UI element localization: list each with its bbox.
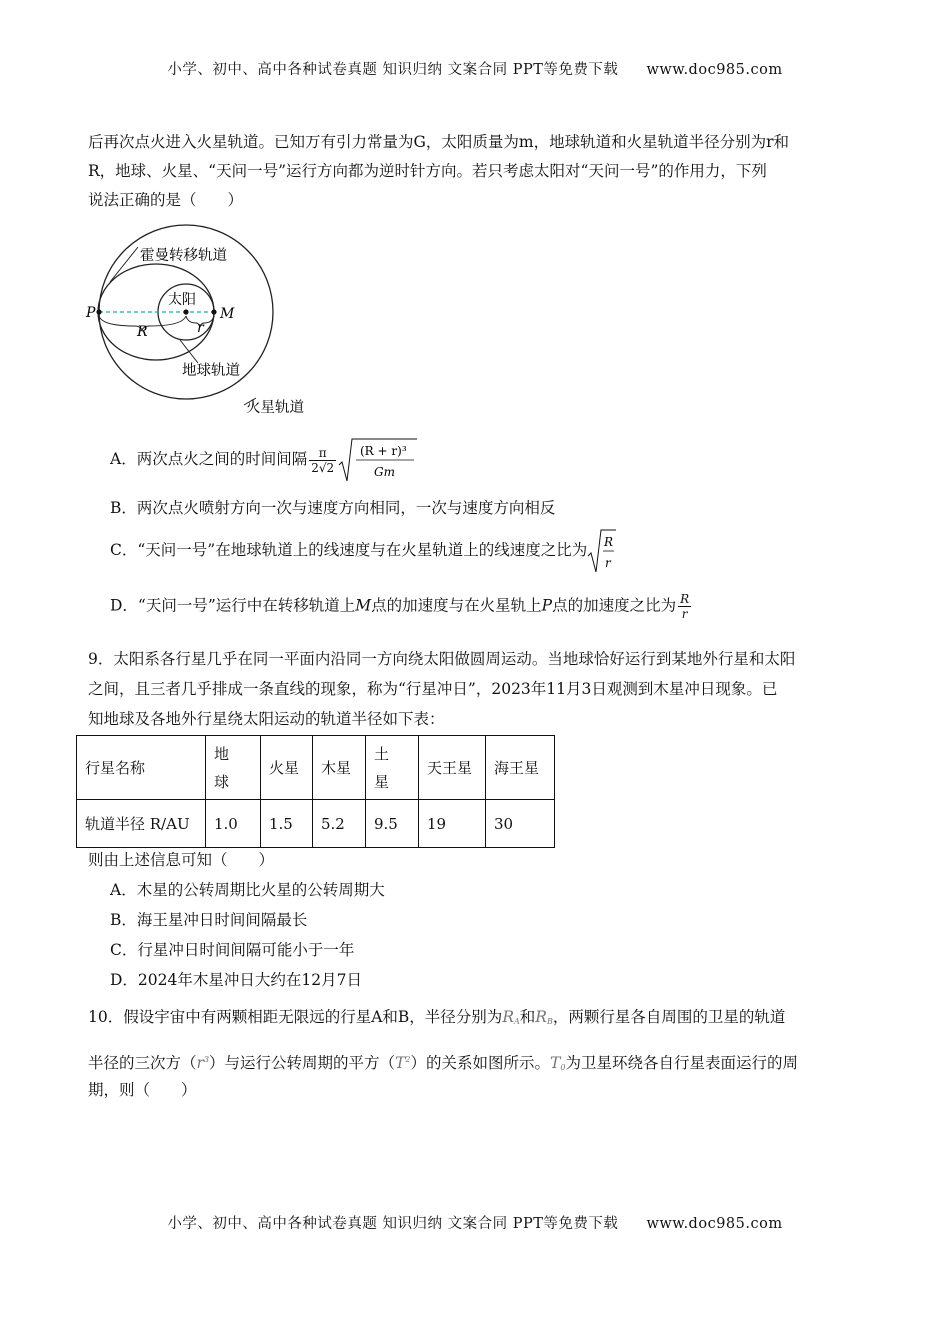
table-row — [77, 800, 555, 848]
orbit-radius-table — [76, 735, 555, 848]
table-cell: 1.5 — [261, 800, 313, 848]
table-cell: 木星 — [313, 736, 366, 800]
label-r: r — [197, 320, 204, 336]
orbit-diagram — [80, 222, 330, 422]
table-cell: 行星名称 — [77, 736, 206, 800]
q9-option-A[interactable]: A．木星的公转周期比火星的公转周期大 — [110, 881, 385, 899]
q10-text-f: ）的关系如图所示。 — [410, 1054, 550, 1072]
label-sun: 太阳 — [168, 292, 196, 308]
table-cell: 5.2 — [313, 800, 366, 848]
table-cell: 30 — [486, 800, 555, 848]
q8-C-den: r — [605, 556, 611, 570]
q8-D-frac — [678, 592, 691, 621]
q8-A-text: A．两次点火之间的时间间隔 — [110, 450, 308, 468]
q9-option-C[interactable]: C．行星冲日时间间隔可能小于一年 — [110, 941, 355, 959]
q8-line2: R，地球、火星、“天问一号”运行方向都为逆时针方向。若只考虑太阳对“天问一号”的作用力，下列 — [88, 162, 767, 180]
q9-line1: 9．太阳系各行星几乎在同一平面内沿同一方向绕太阳做圆周运动。当地球恰好运行到某地外行星和太阳 — [88, 650, 796, 668]
table-cell: 地 球 — [206, 736, 261, 800]
label-P: P — [86, 305, 96, 321]
table-cell: 土 星 — [366, 736, 419, 800]
table-cell: 1.0 — [206, 800, 261, 848]
q8-line3: 说法正确的是（ ） — [88, 191, 244, 209]
q10-r3: $r^3$ — [196, 1054, 210, 1072]
q10-T0: $T_0$ — [550, 1054, 566, 1072]
label-mars-orbit: 火星轨道 — [246, 400, 304, 416]
footer-text: 小学、初中、高中各种试卷真题 知识归纳 文案合同 PPT等免费下载 — [167, 1216, 619, 1232]
q8-option-A[interactable] — [110, 437, 418, 483]
page-footer — [0, 1212, 950, 1233]
header-text: 小学、初中、高中各种试卷真题 知识归纳 文案合同 PPT等免费下载 — [167, 62, 619, 78]
q8-A-radical — [338, 437, 418, 483]
q9-option-B[interactable]: B．海王星冲日时间间隔最长 — [110, 911, 308, 929]
label-R: R — [137, 324, 148, 340]
q8-A-frac — [309, 446, 336, 475]
q8-D-M: M — [355, 596, 372, 615]
q8-option-D[interactable] — [110, 592, 693, 621]
label-M: M — [220, 306, 235, 322]
q10-text-g: 为卫星环绕各自行星表面运行的周 — [565, 1054, 798, 1072]
table-cell: 19 — [419, 800, 486, 848]
q9-line2: 之间，且三者几乎排成一条直线的现象，称为“行星冲日”，2023年11月3日观测到木星冲日现象。已 — [88, 680, 778, 698]
q10-RB: $R_B$ — [535, 1008, 553, 1026]
page-header — [0, 58, 950, 79]
q10-text-a: 10．假设宇宙中有两颗相距无限远的行星A和B，半径分别为 — [88, 1008, 503, 1026]
q8-A-rad-den: Gm — [374, 465, 396, 479]
table-cell: 火星 — [261, 736, 313, 800]
table-cell: 9.5 — [366, 800, 419, 848]
point-M — [211, 309, 216, 314]
q8-C-num: R — [604, 535, 614, 549]
q8-D-P: P — [541, 596, 553, 615]
q8-option-C[interactable] — [110, 528, 617, 574]
table-cell: 天王星 — [419, 736, 486, 800]
header-url[interactable]: www.doc985.com — [646, 62, 783, 78]
q8-A-num: π — [309, 446, 336, 461]
label-hohmann: 霍曼转移轨道 — [140, 248, 227, 264]
q8-D-num: R — [680, 592, 690, 606]
q8-C-text: C．“天问一号”在地球轨道上的线速度与在火星轨道上的线速度之比为 — [110, 541, 588, 559]
table-row — [77, 736, 555, 800]
q10-T2: $T^2$ — [395, 1054, 411, 1072]
q8-C-radical — [587, 528, 617, 574]
q10-line1 — [88, 1003, 888, 1036]
q8-D-den: r — [681, 607, 688, 621]
q10-text-e: ）与运行公转周期的平方（ — [209, 1054, 396, 1072]
q10-RA: $R_A$ — [502, 1008, 520, 1026]
q8-D-text2: 点的加速度与在火星轨上 — [371, 596, 542, 615]
label-earth-orbit: 地球轨道 — [182, 363, 240, 379]
q8-option-B[interactable]: B．两次点火喷射方向一次与速度方向相同，一次与速度方向相反 — [110, 499, 556, 517]
q8-D-text3: 点的加速度之比为 — [552, 596, 677, 615]
point-P — [96, 309, 101, 314]
q9-option-D[interactable]: D．2024年木星冲日大约在12月7日 — [110, 971, 362, 989]
q10-text-c: ，两颗行星各自周围的卫星的轨道 — [552, 1008, 786, 1026]
q9-line3: 知地球及各地外行星绕太阳运动的轨道半径如下表： — [88, 710, 445, 728]
table-cell: 海王星 — [486, 736, 555, 800]
q10-line3: 期，则（ ） — [88, 1081, 197, 1099]
q9-stem: 则由上述信息可知（ ） — [88, 851, 275, 869]
q8-A-den: 2√2 — [311, 460, 335, 475]
footer-url[interactable]: www.doc985.com — [646, 1216, 783, 1232]
sun-dot — [183, 309, 188, 314]
q8-line1: 后再次点火进入火星轨道。已知万有引力常量为G，太阳质量为m，地球轨道和火星轨道半径分别为r和 — [88, 133, 789, 151]
q10-text-b: 和 — [519, 1008, 536, 1026]
q8-D-text1: D．“天问一号”运行中在转移轨道上 — [110, 596, 356, 615]
q8-A-rad-num: (R + r)³ — [360, 444, 407, 458]
table-cell: 轨道半径 R/AU — [77, 800, 206, 848]
q10-text-d: 半径的三次方（ — [88, 1054, 197, 1072]
